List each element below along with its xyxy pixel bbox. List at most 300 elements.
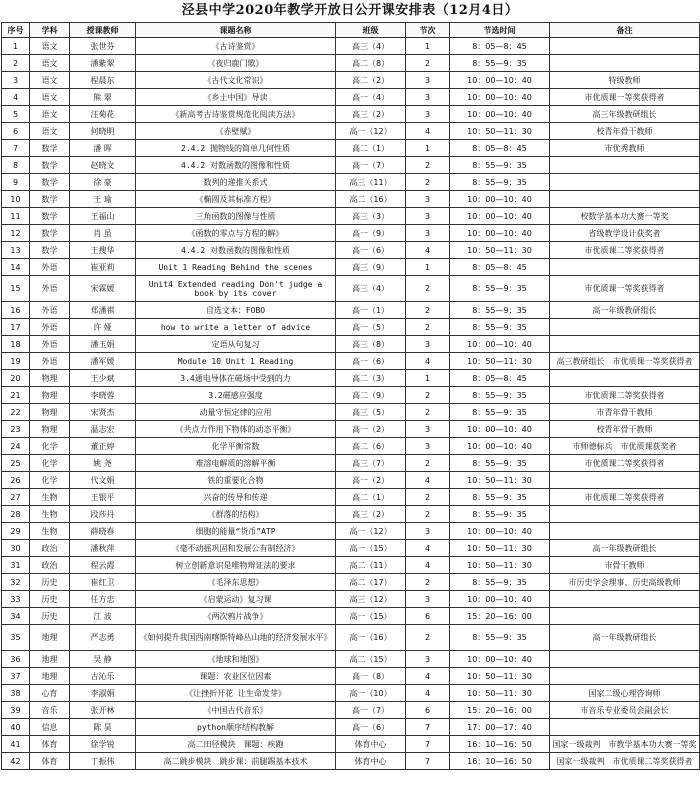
class-cell: 高一（9） — [336, 225, 406, 242]
row-number-cell: 40 — [2, 719, 30, 736]
subject-cell: 物理 — [30, 370, 70, 387]
note-cell: 国家二级心理咨询师 — [550, 685, 700, 702]
note-cell — [550, 591, 700, 608]
time-cell: 8：55—9：35 — [450, 387, 550, 404]
note-cell: 高三教研组长 市优质课一等奖获得者 — [550, 353, 700, 370]
page-title: 泾县中学2020年教学开放日公开课安排表（12月4日） — [181, 3, 519, 18]
table-row — [2, 651, 700, 668]
table-row — [2, 55, 700, 72]
period-cell: 1 — [406, 140, 450, 157]
period-cell: 6 — [406, 702, 450, 719]
teacher-cell: 潘军媛 — [70, 353, 136, 370]
teacher-cell: 赵晓文 — [70, 157, 136, 174]
period-cell: 1 — [406, 38, 450, 55]
note-cell — [550, 174, 700, 191]
class-cell: 体育中心 — [336, 736, 406, 753]
row-number-cell: 2 — [2, 55, 30, 72]
row-number-cell: 14 — [2, 259, 30, 276]
class-cell: 高一（2） — [336, 421, 406, 438]
note-cell: 校青年骨干教师 — [550, 421, 700, 438]
period-cell: 2 — [406, 319, 450, 336]
row-number-cell: 25 — [2, 455, 30, 472]
teacher-cell: 潘玉娟 — [70, 336, 136, 353]
note-cell: 市师德标兵 市优质课获奖者 — [550, 438, 700, 455]
class-cell: 高三（4） — [336, 38, 406, 55]
time-cell: 10：00—10：40 — [450, 72, 550, 89]
class-cell: 高一（15） — [336, 608, 406, 625]
note-cell — [550, 319, 700, 336]
period-cell: 2 — [406, 157, 450, 174]
time-cell: 10：00—10：40 — [450, 191, 550, 208]
row-number-cell: 32 — [2, 574, 30, 591]
lesson-title-cell: 自选文本：FOBO — [136, 302, 336, 319]
row-number-cell: 21 — [2, 387, 30, 404]
time-cell: 16：10—16：50 — [450, 736, 550, 753]
time-cell: 8：55—9：35 — [450, 574, 550, 591]
note-cell: 高一年级教研组长 — [550, 540, 700, 557]
note-cell: 市青年骨干教师 — [550, 404, 700, 421]
period-cell: 3 — [406, 438, 450, 455]
table-row — [2, 685, 700, 702]
lesson-title-cell: 高二跳步模块 跳步课：前腿踢基本技术 — [136, 753, 336, 770]
lesson-title-cell: 4.4.2 对数函数的图像和性质 — [136, 242, 336, 259]
note-cell: 市优质课二等奖获得者 — [550, 455, 700, 472]
time-cell: 10：00—10：40 — [450, 336, 550, 353]
lesson-title-cell: 难溶电解质的溶解平衡 — [136, 455, 336, 472]
subject-cell: 外语 — [30, 336, 70, 353]
teacher-cell: 肖 虽 — [70, 225, 136, 242]
lesson-title-cell: 《群落的结构》 — [136, 506, 336, 523]
time-cell: 15：20—16：00 — [450, 702, 550, 719]
teacher-cell: 潘秋萍 — [70, 540, 136, 557]
time-cell: 16：10—16：50 — [450, 753, 550, 770]
subject-cell: 历史 — [30, 574, 70, 591]
time-cell: 8：55—9：35 — [450, 55, 550, 72]
period-cell: 2 — [406, 276, 450, 302]
subject-cell: 地理 — [30, 651, 70, 668]
lesson-title-cell: 兴奋的传导和传递 — [136, 489, 336, 506]
time-cell: 8：55—9：35 — [450, 319, 550, 336]
table-row — [2, 242, 700, 259]
lesson-title-cell: 《函数的零点与方程的解》 — [136, 225, 336, 242]
time-cell: 8：55—9：35 — [450, 489, 550, 506]
class-cell: 高二（9） — [336, 387, 406, 404]
class-cell: 高一（7） — [336, 157, 406, 174]
note-cell — [550, 38, 700, 55]
period-cell: 2 — [406, 455, 450, 472]
class-cell: 高一（10） — [336, 685, 406, 702]
teacher-cell: 丁振伟 — [70, 753, 136, 770]
period-cell: 2 — [406, 387, 450, 404]
lesson-title-cell: Unit4 Extended reading Don't judge a book by its cover — [136, 276, 336, 302]
class-cell: 高一（15） — [336, 540, 406, 557]
period-cell: 3 — [406, 651, 450, 668]
teacher-cell: 王搜华 — [70, 242, 136, 259]
time-cell: 8：55—9：35 — [450, 625, 550, 651]
period-cell: 2 — [406, 506, 450, 523]
row-number-cell: 34 — [2, 608, 30, 625]
lesson-title-cell: 《地球和地图》 — [136, 651, 336, 668]
time-cell: 10：50—11：30 — [450, 668, 550, 685]
column-header: 授课教师 — [70, 23, 136, 38]
period-cell: 4 — [406, 685, 450, 702]
lesson-title-cell: Unit 1 Reading Behind the scenes — [136, 259, 336, 276]
time-cell: 8：55—9：35 — [450, 404, 550, 421]
table-body — [2, 38, 700, 770]
class-cell: 高三（2） — [336, 106, 406, 123]
table-row — [2, 140, 700, 157]
subject-cell: 数学 — [30, 191, 70, 208]
table-row — [2, 421, 700, 438]
lesson-title-cell: 高二田径模块 课题：疾跑 — [136, 736, 336, 753]
subject-cell: 化学 — [30, 472, 70, 489]
class-cell: 高二（1） — [336, 489, 406, 506]
subject-cell: 数学 — [30, 208, 70, 225]
period-cell: 2 — [406, 302, 450, 319]
period-cell: 4 — [406, 668, 450, 685]
subject-cell: 生物 — [30, 523, 70, 540]
note-cell: 市骨干教师 — [550, 557, 700, 574]
time-cell: 10：00—10：40 — [450, 438, 550, 455]
teacher-cell: 程云霞 — [70, 557, 136, 574]
class-cell: 高一（1） — [336, 302, 406, 319]
period-cell: 3 — [406, 208, 450, 225]
teacher-cell: 汪菊花 — [70, 106, 136, 123]
row-number-cell: 30 — [2, 540, 30, 557]
teacher-cell: 张世芬 — [70, 38, 136, 55]
lesson-title-cell: 《新高考古诗鉴赏规范化阅读方法》 — [136, 106, 336, 123]
teacher-cell: 温志宏 — [70, 421, 136, 438]
row-number-cell: 7 — [2, 140, 30, 157]
table-row — [2, 106, 700, 123]
time-cell: 10：00—10：40 — [450, 106, 550, 123]
teacher-cell: 崔红卫 — [70, 574, 136, 591]
teacher-cell: 程晨东 — [70, 72, 136, 89]
class-cell: 高二（2） — [336, 72, 406, 89]
time-cell: 8：55—9：35 — [450, 506, 550, 523]
table-row — [2, 157, 700, 174]
subject-cell: 数学 — [30, 174, 70, 191]
subject-cell: 数学 — [30, 242, 70, 259]
row-number-cell: 22 — [2, 404, 30, 421]
lesson-title-cell: 数列的递推关系式 — [136, 174, 336, 191]
lesson-title-cell: 树立创新意识是唯物辩证法的要求 — [136, 557, 336, 574]
table-row — [2, 702, 700, 719]
row-number-cell: 1 — [2, 38, 30, 55]
row-number-cell: 35 — [2, 625, 30, 651]
note-cell — [550, 668, 700, 685]
teacher-cell: 何晓明 — [70, 123, 136, 140]
subject-cell: 音乐 — [30, 702, 70, 719]
period-cell: 2 — [406, 574, 450, 591]
time-cell: 8：05—8：45 — [450, 38, 550, 55]
note-cell — [550, 157, 700, 174]
time-cell: 10：50—11：30 — [450, 242, 550, 259]
row-number-cell: 39 — [2, 702, 30, 719]
subject-cell: 数学 — [30, 225, 70, 242]
class-cell: 高一（12） — [336, 123, 406, 140]
teacher-cell: 张开林 — [70, 702, 136, 719]
table-row — [2, 353, 700, 370]
teacher-cell: 王 瑜 — [70, 191, 136, 208]
teacher-cell: 崔亚莉 — [70, 259, 136, 276]
teacher-cell: 吴 静 — [70, 651, 136, 668]
column-header: 序号 — [2, 23, 30, 38]
table-row — [2, 191, 700, 208]
row-number-cell: 17 — [2, 319, 30, 336]
class-cell: 高三（4） — [336, 276, 406, 302]
class-cell: 高一（6） — [336, 242, 406, 259]
lesson-title-cell: 《两次鸦片战争》 — [136, 608, 336, 625]
period-cell: 3 — [406, 421, 450, 438]
lesson-title-cell: 定语从句复习 — [136, 336, 336, 353]
table-row — [2, 668, 700, 685]
period-cell: 3 — [406, 89, 450, 106]
lesson-title-cell: 化学平衡常数 — [136, 438, 336, 455]
time-cell: 17：00—17：40 — [450, 719, 550, 736]
table-row — [2, 506, 700, 523]
class-cell: 高二（17） — [336, 574, 406, 591]
class-cell: 高一（6） — [336, 719, 406, 736]
row-number-cell: 27 — [2, 489, 30, 506]
table-row — [2, 608, 700, 625]
lesson-title-cell: 《乡土中国》导读 — [136, 89, 336, 106]
note-cell — [550, 506, 700, 523]
note-cell — [550, 719, 700, 736]
time-cell: 8：55—9：35 — [450, 174, 550, 191]
row-number-cell: 33 — [2, 591, 30, 608]
class-cell: 高三（7） — [336, 455, 406, 472]
note-cell: 市优质课二等奖获得者 — [550, 387, 700, 404]
time-cell: 10：50—11：30 — [450, 353, 550, 370]
teacher-cell: 严志勇 — [70, 625, 136, 651]
row-number-cell: 9 — [2, 174, 30, 191]
class-cell: 高二（1） — [336, 140, 406, 157]
header-row — [2, 23, 700, 38]
teacher-cell: 宋贤杰 — [70, 404, 136, 421]
table-row — [2, 276, 700, 302]
teacher-cell: 姚 尧 — [70, 455, 136, 472]
row-number-cell: 4 — [2, 89, 30, 106]
teacher-cell: 徐学锐 — [70, 736, 136, 753]
period-cell: 3 — [406, 336, 450, 353]
period-cell: 2 — [406, 404, 450, 421]
teacher-cell: 江 波 — [70, 608, 136, 625]
time-cell: 10：00—10：40 — [450, 651, 550, 668]
lesson-title-cell: 2.4.2 抛物线的简单几何性质 — [136, 140, 336, 157]
table-row — [2, 387, 700, 404]
note-cell — [550, 370, 700, 387]
subject-cell: 生物 — [30, 489, 70, 506]
note-cell — [550, 336, 700, 353]
period-cell: 3 — [406, 191, 450, 208]
note-cell: 市优质课二等奖获得者 — [550, 242, 700, 259]
teacher-cell: 古沁乐 — [70, 668, 136, 685]
period-cell: 4 — [406, 353, 450, 370]
class-cell: 高一（4） — [336, 89, 406, 106]
subject-cell: 体育 — [30, 736, 70, 753]
teacher-cell: 郑潘祺 — [70, 302, 136, 319]
teacher-cell: 熊 翠 — [70, 89, 136, 106]
subject-cell: 历史 — [30, 591, 70, 608]
table-row — [2, 208, 700, 225]
table-row — [2, 438, 700, 455]
row-number-cell: 10 — [2, 191, 30, 208]
table-row — [2, 336, 700, 353]
time-cell: 8：55—9：35 — [450, 276, 550, 302]
row-number-cell: 6 — [2, 123, 30, 140]
time-cell: 10：00—10：40 — [450, 523, 550, 540]
row-number-cell: 3 — [2, 72, 30, 89]
time-cell: 10：00—10：40 — [450, 591, 550, 608]
subject-cell: 语文 — [30, 89, 70, 106]
note-cell — [550, 55, 700, 72]
table-row — [2, 591, 700, 608]
row-number-cell: 13 — [2, 242, 30, 259]
lesson-title-cell: 《中国古代音乐》 — [136, 702, 336, 719]
class-cell: 高一（12） — [336, 523, 406, 540]
period-cell: 3 — [406, 225, 450, 242]
note-cell: 省级教学设计获奖者 — [550, 225, 700, 242]
table-row — [2, 370, 700, 387]
subject-cell: 心育 — [30, 685, 70, 702]
class-cell: 高二（6） — [336, 438, 406, 455]
period-cell: 3 — [406, 523, 450, 540]
time-cell: 10：00—10：40 — [450, 225, 550, 242]
subject-cell: 历史 — [30, 608, 70, 625]
subject-cell: 外语 — [30, 353, 70, 370]
table-row — [2, 489, 700, 506]
column-header: 课题名称 — [136, 23, 336, 38]
table-row — [2, 455, 700, 472]
class-cell: 高一（6） — [336, 353, 406, 370]
note-cell: 市优秀教师 — [550, 140, 700, 157]
note-cell: 市音乐专业委员会副会长 — [550, 702, 700, 719]
note-cell — [550, 259, 700, 276]
row-number-cell: 38 — [2, 685, 30, 702]
lesson-title-cell: 《椭圆及其标准方程》 — [136, 191, 336, 208]
note-cell — [550, 651, 700, 668]
period-cell: 7 — [406, 719, 450, 736]
class-cell: 高三（11） — [336, 174, 406, 191]
teacher-cell: 任方忠 — [70, 591, 136, 608]
subject-cell: 语文 — [30, 72, 70, 89]
subject-cell: 地理 — [30, 668, 70, 685]
time-cell: 8：05—8：45 — [450, 370, 550, 387]
time-cell: 8：55—9：35 — [450, 455, 550, 472]
class-cell: 高二（15） — [336, 651, 406, 668]
table-row — [2, 472, 700, 489]
note-cell: 市优质课一等奖获得者 — [550, 276, 700, 302]
lesson-title-cell: 《共点力作用下物体的动态平衡》 — [136, 421, 336, 438]
table-row — [2, 123, 700, 140]
teacher-cell: 李淑娟 — [70, 685, 136, 702]
table-row — [2, 523, 700, 540]
column-header: 学科 — [30, 23, 70, 38]
subject-cell: 生物 — [30, 506, 70, 523]
column-header: 备注 — [550, 23, 700, 38]
class-cell: 高一（8） — [336, 668, 406, 685]
class-cell: 高二（8） — [336, 55, 406, 72]
note-cell: 校数学基本功大赛一等奖 — [550, 208, 700, 225]
row-number-cell: 15 — [2, 276, 30, 302]
subject-cell: 政治 — [30, 557, 70, 574]
lesson-title-cell: python顺序结构教解 — [136, 719, 336, 736]
period-cell: 4 — [406, 540, 450, 557]
table-row — [2, 625, 700, 651]
subject-cell: 物理 — [30, 404, 70, 421]
subject-cell: 物理 — [30, 421, 70, 438]
lesson-title-cell: 《如何提升我国西南喀斯特峰丛山地的经济发展水平》 — [136, 625, 336, 651]
note-cell — [550, 523, 700, 540]
class-cell: 高三（9） — [336, 259, 406, 276]
teacher-cell: 徐 豪 — [70, 174, 136, 191]
subject-cell: 外语 — [30, 259, 70, 276]
time-cell: 8：05—8：45 — [450, 259, 550, 276]
note-cell — [550, 472, 700, 489]
subject-cell: 信息 — [30, 719, 70, 736]
period-cell: 2 — [406, 489, 450, 506]
subject-cell: 物理 — [30, 387, 70, 404]
class-cell: 高一（5） — [336, 319, 406, 336]
column-header: 节选时间 — [450, 23, 550, 38]
row-number-cell: 42 — [2, 753, 30, 770]
row-number-cell: 5 — [2, 106, 30, 123]
lesson-title-cell: 《毛泽东思想》 — [136, 574, 336, 591]
time-cell: 10：00—10：40 — [450, 89, 550, 106]
lesson-title-cell: how to write a letter of advice — [136, 319, 336, 336]
class-cell: 高二（11） — [336, 557, 406, 574]
subject-cell: 语文 — [30, 55, 70, 72]
class-cell: 高三（2） — [336, 506, 406, 523]
class-cell: 高三（5） — [336, 404, 406, 421]
table-row — [2, 404, 700, 421]
class-cell: 体育中心 — [336, 753, 406, 770]
note-cell — [550, 191, 700, 208]
lesson-title-cell: 《古代文化常识》 — [136, 72, 336, 89]
lesson-title-cell: 细胞的能量“货币”ATP — [136, 523, 336, 540]
row-number-cell: 12 — [2, 225, 30, 242]
lesson-title-cell: 课题：农业区位因素 — [136, 668, 336, 685]
period-cell: 7 — [406, 736, 450, 753]
table-row — [2, 540, 700, 557]
period-cell: 3 — [406, 106, 450, 123]
lesson-title-cell: 《毫不动摇巩固和发展公有制经济》 — [136, 540, 336, 557]
subject-cell: 语文 — [30, 106, 70, 123]
class-cell: 高三（12） — [336, 591, 406, 608]
subject-cell: 外语 — [30, 276, 70, 302]
note-cell: 市优质课一等奖获得者 — [550, 89, 700, 106]
class-cell: 高三（3） — [336, 208, 406, 225]
note-cell: 高一年级教研组长 — [550, 625, 700, 651]
lesson-title-cell: 动量守恒定律的应用 — [136, 404, 336, 421]
lesson-title-cell: Module 10 Unit 1 Reading — [136, 353, 336, 370]
column-header: 节次 — [406, 23, 450, 38]
subject-cell: 化学 — [30, 455, 70, 472]
schedule-table — [1, 22, 700, 770]
subject-cell: 地理 — [30, 625, 70, 651]
row-number-cell: 24 — [2, 438, 30, 455]
subject-cell: 语文 — [30, 38, 70, 55]
class-cell: 高一（7） — [336, 702, 406, 719]
lesson-title-cell: 4.4.2 对数函数的图像和性质 — [136, 157, 336, 174]
teacher-cell: 王银平 — [70, 489, 136, 506]
period-cell: 3 — [406, 591, 450, 608]
teacher-cell: 李晓蓉 — [70, 387, 136, 404]
teacher-cell: 薛晓春 — [70, 523, 136, 540]
period-cell: 7 — [406, 753, 450, 770]
lesson-title-cell: 《古诗鉴赏》 — [136, 38, 336, 55]
